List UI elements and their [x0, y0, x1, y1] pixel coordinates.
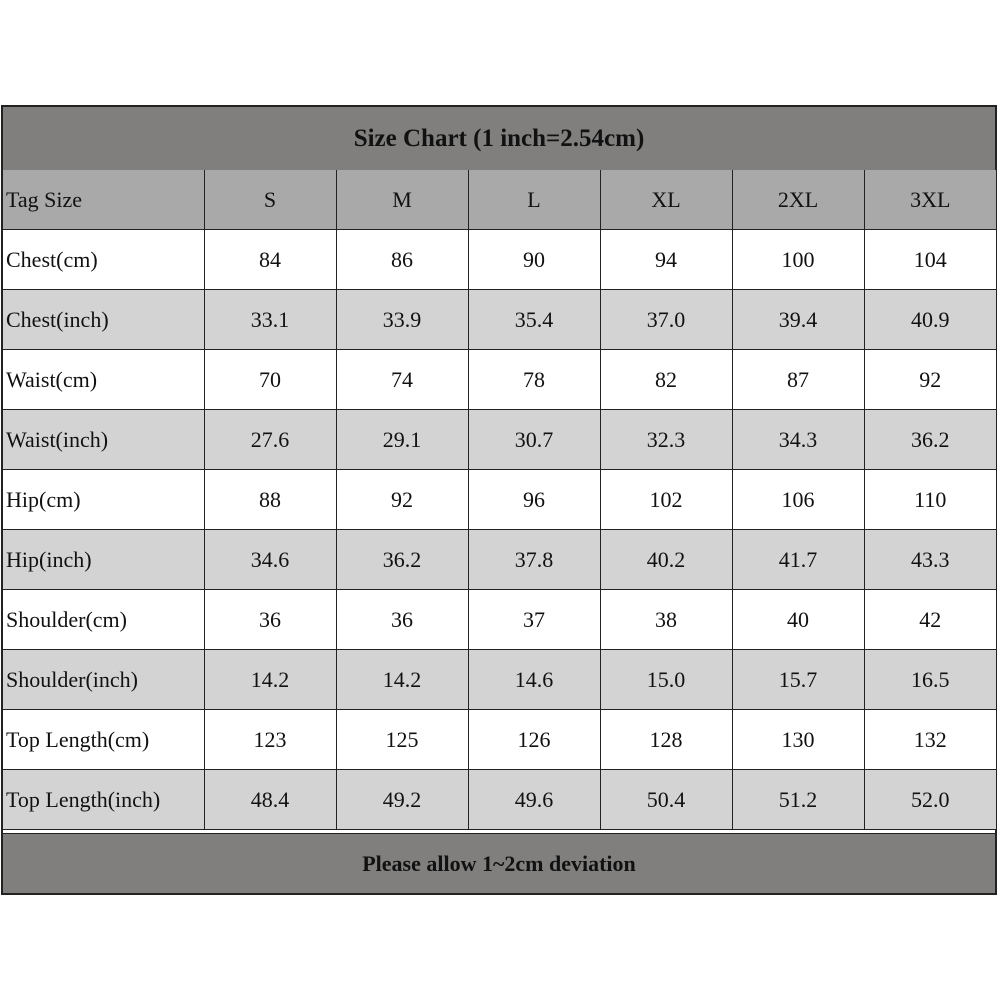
- table-cell: 42: [864, 590, 996, 650]
- size-chart-title: Size Chart (1 inch=2.54cm): [3, 107, 995, 171]
- table-row: [3, 650, 996, 710]
- table-cell: 49.2: [336, 770, 468, 830]
- row-label: Chest(inch): [3, 290, 204, 350]
- size-header: L: [468, 170, 600, 230]
- size-header: XL: [600, 170, 732, 230]
- table-cell: 33.1: [204, 290, 336, 350]
- size-chart: [1, 105, 997, 895]
- header-row: [3, 170, 996, 230]
- row-label: Waist(inch): [3, 410, 204, 470]
- table-cell: 125: [336, 710, 468, 770]
- table-cell: 37.0: [600, 290, 732, 350]
- table-row: [3, 770, 996, 830]
- row-label: Top Length(cm): [3, 710, 204, 770]
- header-label: Tag Size: [3, 170, 204, 230]
- row-label: Hip(cm): [3, 470, 204, 530]
- table-cell: 88: [204, 470, 336, 530]
- table-cell: 50.4: [600, 770, 732, 830]
- row-label: Chest(cm): [3, 230, 204, 290]
- table-cell: 84: [204, 230, 336, 290]
- table-cell: 36: [336, 590, 468, 650]
- table-row: [3, 530, 996, 590]
- size-header: 3XL: [864, 170, 996, 230]
- deviation-note: Please allow 1~2cm deviation: [3, 833, 995, 893]
- table-cell: 104: [864, 230, 996, 290]
- table-cell: 16.5: [864, 650, 996, 710]
- table-cell: 35.4: [468, 290, 600, 350]
- table-cell: 86: [336, 230, 468, 290]
- table-row: [3, 410, 996, 470]
- table-cell: 130: [732, 710, 864, 770]
- table-cell: 87: [732, 350, 864, 410]
- table-cell: 126: [468, 710, 600, 770]
- table-cell: 132: [864, 710, 996, 770]
- table-cell: 100: [732, 230, 864, 290]
- table-cell: 49.6: [468, 770, 600, 830]
- table-cell: 40: [732, 590, 864, 650]
- table-cell: 90: [468, 230, 600, 290]
- size-header: M: [336, 170, 468, 230]
- table-cell: 128: [600, 710, 732, 770]
- row-label: Waist(cm): [3, 350, 204, 410]
- table-cell: 30.7: [468, 410, 600, 470]
- table-cell: 34.6: [204, 530, 336, 590]
- table-cell: 32.3: [600, 410, 732, 470]
- table-cell: 43.3: [864, 530, 996, 590]
- table-cell: 36: [204, 590, 336, 650]
- table-row: [3, 290, 996, 350]
- table-cell: 102: [600, 470, 732, 530]
- size-table: [3, 170, 996, 830]
- table-cell: 110: [864, 470, 996, 530]
- table-row: [3, 710, 996, 770]
- table-cell: 33.9: [336, 290, 468, 350]
- table-cell: 78: [468, 350, 600, 410]
- table-row: [3, 350, 996, 410]
- row-label: Shoulder(inch): [3, 650, 204, 710]
- table-cell: 15.0: [600, 650, 732, 710]
- table-cell: 14.2: [336, 650, 468, 710]
- table-row: [3, 470, 996, 530]
- table-cell: 37: [468, 590, 600, 650]
- table-cell: 123: [204, 710, 336, 770]
- size-header: 2XL: [732, 170, 864, 230]
- table-cell: 37.8: [468, 530, 600, 590]
- table-cell: 34.3: [732, 410, 864, 470]
- table-cell: 40.2: [600, 530, 732, 590]
- table-cell: 106: [732, 470, 864, 530]
- table-cell: 51.2: [732, 770, 864, 830]
- table-cell: 14.2: [204, 650, 336, 710]
- row-label: Top Length(inch): [3, 770, 204, 830]
- table-cell: 36.2: [336, 530, 468, 590]
- table-cell: 70: [204, 350, 336, 410]
- table-cell: 14.6: [468, 650, 600, 710]
- table-cell: 92: [336, 470, 468, 530]
- table-row: [3, 590, 996, 650]
- row-label: Hip(inch): [3, 530, 204, 590]
- table-cell: 27.6: [204, 410, 336, 470]
- table-cell: 38: [600, 590, 732, 650]
- table-cell: 74: [336, 350, 468, 410]
- table-cell: 92: [864, 350, 996, 410]
- table-row: [3, 230, 996, 290]
- table-cell: 39.4: [732, 290, 864, 350]
- table-cell: 29.1: [336, 410, 468, 470]
- table-cell: 96: [468, 470, 600, 530]
- row-label: Shoulder(cm): [3, 590, 204, 650]
- table-cell: 52.0: [864, 770, 996, 830]
- table-cell: 15.7: [732, 650, 864, 710]
- table-cell: 94: [600, 230, 732, 290]
- table-cell: 82: [600, 350, 732, 410]
- table-cell: 40.9: [864, 290, 996, 350]
- table-cell: 48.4: [204, 770, 336, 830]
- size-header: S: [204, 170, 336, 230]
- table-cell: 41.7: [732, 530, 864, 590]
- table-cell: 36.2: [864, 410, 996, 470]
